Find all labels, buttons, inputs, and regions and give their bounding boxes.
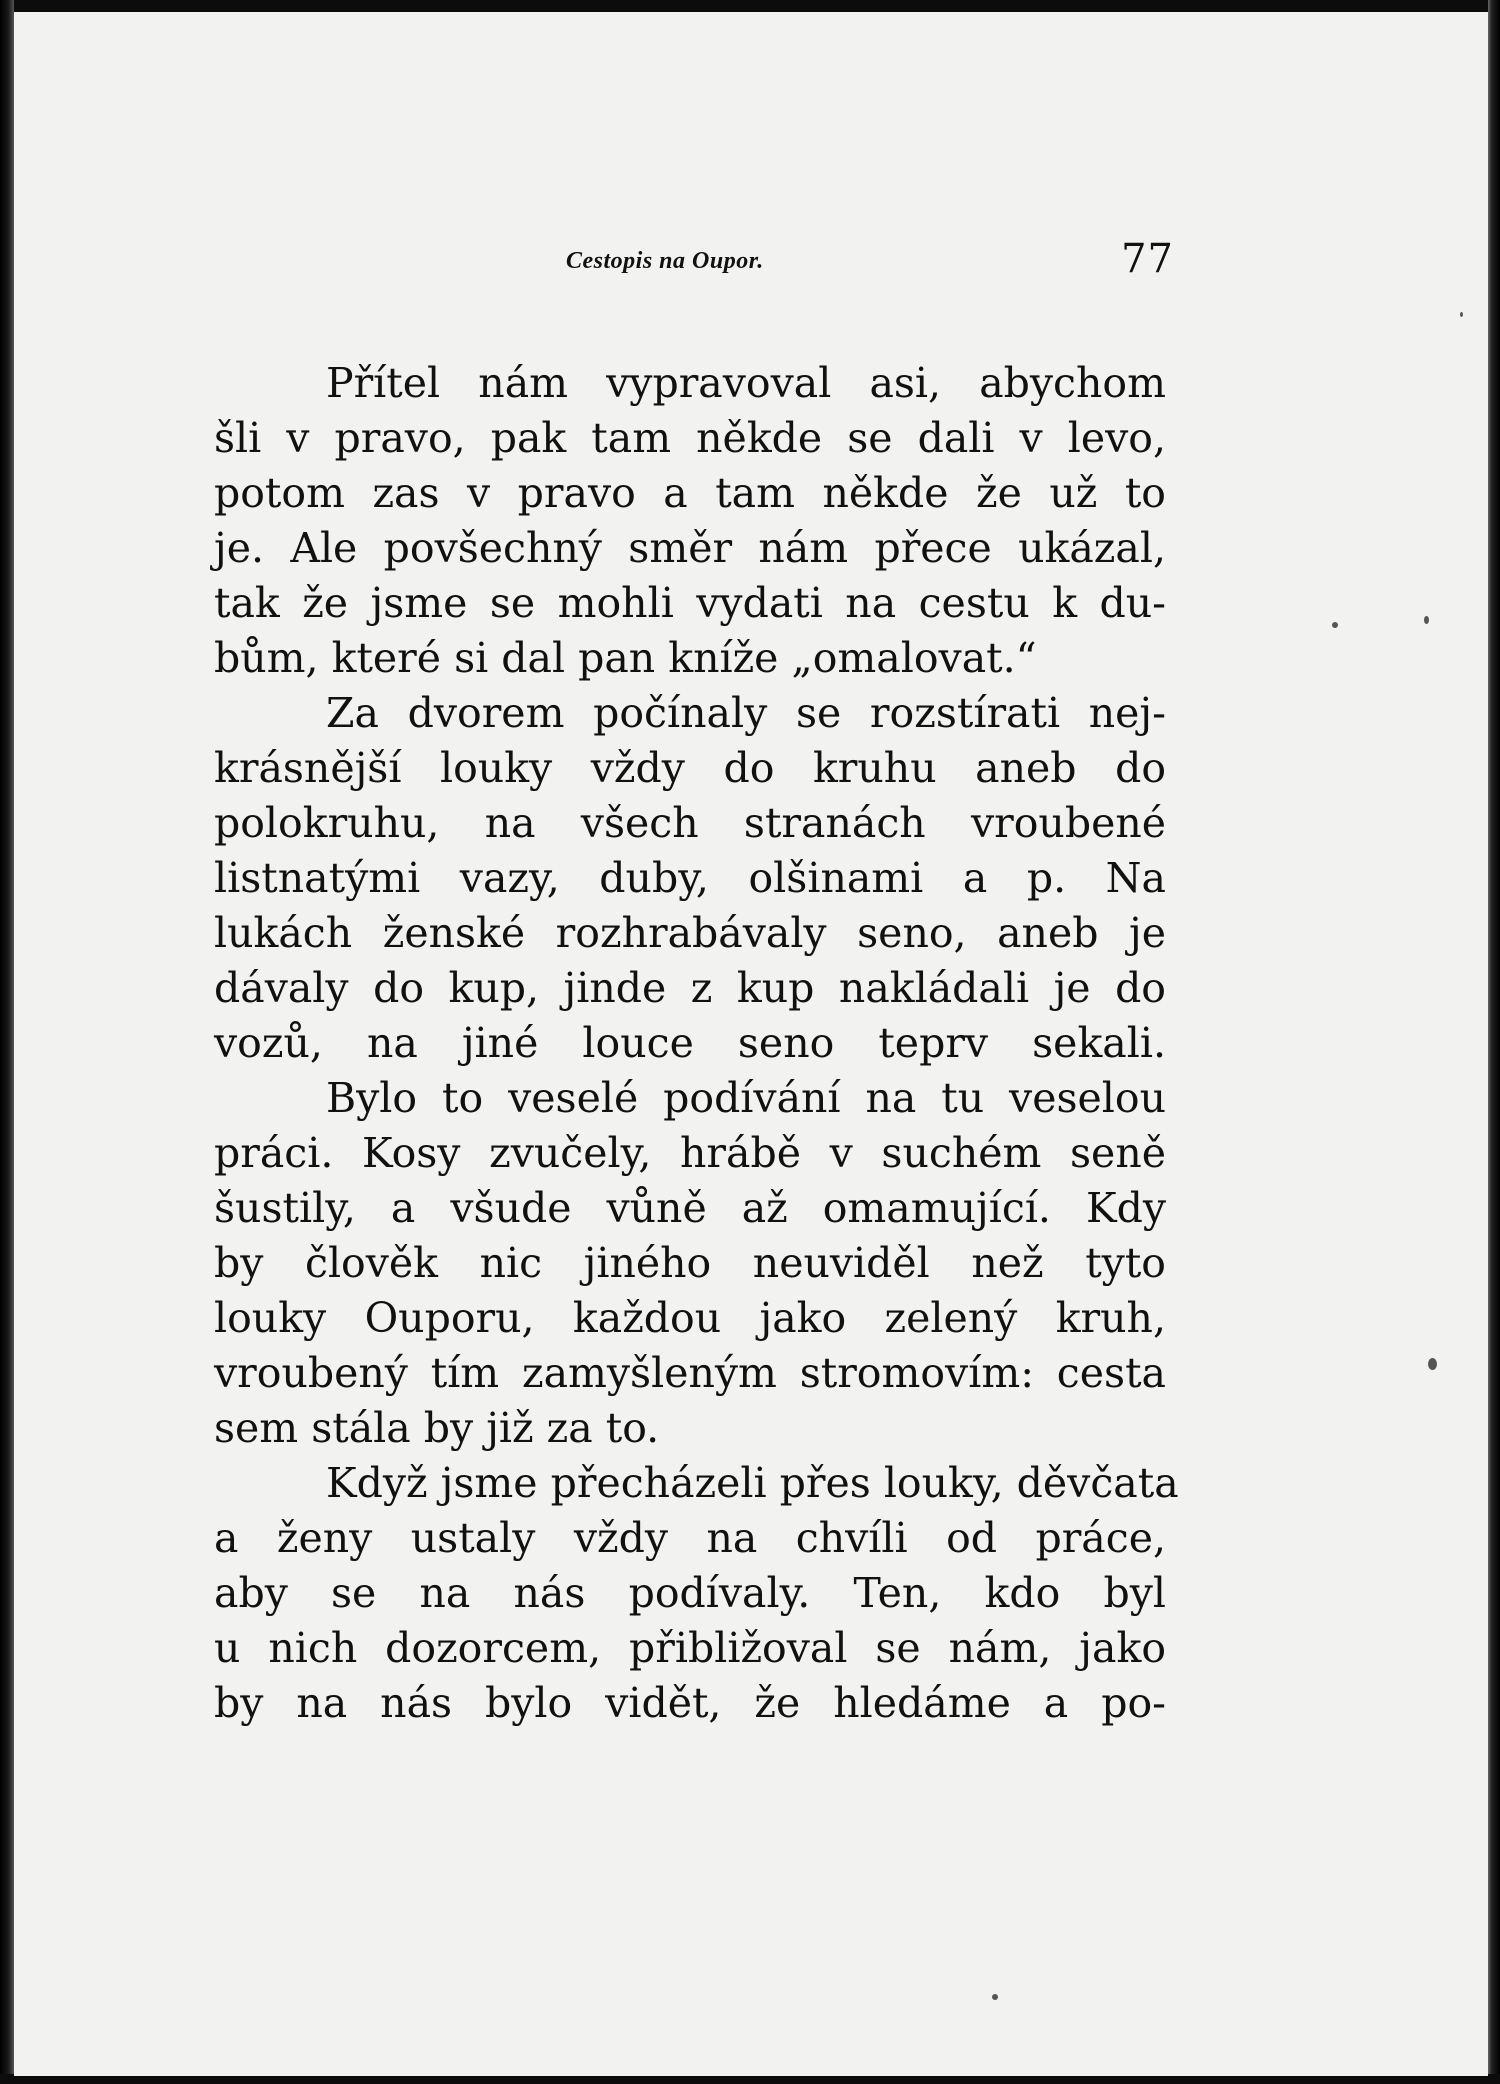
text-line: polokruhu, na všech stranách vroubené xyxy=(214,799,1166,847)
text-line: Když jsme přecházeli přes louky, děvčata xyxy=(326,1459,1179,1507)
text-line: potom zas v pravo a tam někde že už to xyxy=(214,469,1166,517)
text-line: tak že jsme se mohli vydati na cestu k du- xyxy=(214,579,1166,627)
text-line: práci. Kosy zvučely, hrábě v suchém seně xyxy=(214,1129,1166,1177)
scan-speck xyxy=(1332,622,1338,628)
text-line: Za dvorem počínaly se rozstírati nej- xyxy=(326,689,1166,737)
text-line: by na nás bylo vidět, že hledáme a po- xyxy=(214,1679,1166,1727)
page-number: 77 xyxy=(1121,236,1174,282)
text-line: a ženy ustaly vždy na chvíli od práce, xyxy=(214,1514,1166,1562)
text-line: krásnější louky vždy do kruhu aneb do xyxy=(214,744,1166,792)
running-header xyxy=(214,236,1174,296)
scan-speck xyxy=(1460,312,1463,317)
text-line: Bylo to veselé podívání na tu veselou xyxy=(326,1074,1166,1122)
scan-speck xyxy=(1428,1358,1437,1370)
text-line: listnatými vazy, duby, olšinami a p. Na xyxy=(214,854,1166,902)
scan-border-top xyxy=(0,0,1500,12)
text-line: louky Ouporu, každou jako zelený kruh, xyxy=(214,1294,1166,1342)
text-line: vroubený tím zamyšleným stromovím: cesta xyxy=(214,1349,1166,1397)
text-line: sem stála by již za to. xyxy=(214,1404,660,1452)
text-line: vozů, na jiné louce seno teprv sekali. xyxy=(214,1019,1166,1067)
text-line: šustily, a všude vůně až omamující. Kdy xyxy=(214,1184,1166,1232)
text-line: šli v pravo, pak tam někde se dali v levo, xyxy=(214,414,1166,462)
text-line: by člověk nic jiného neuviděl než tyto xyxy=(214,1239,1166,1287)
scan-border-left xyxy=(0,0,14,2084)
text-line: bům, které si dal pan kníže „omalovat.“ xyxy=(214,634,1037,682)
scan-speck xyxy=(1424,616,1429,624)
text-line: aby se na nás podívaly. Ten, kdo byl xyxy=(214,1569,1166,1617)
text-line: lukách ženské rozhrabávaly seno, aneb je xyxy=(214,909,1166,957)
text-line: u nich dozorcem, přibližoval se nám, jako xyxy=(214,1624,1166,1672)
body-text xyxy=(214,356,1179,1731)
text-line: je. Ale povšechný směr nám přece ukázal, xyxy=(214,524,1166,572)
scan-speck xyxy=(992,1994,998,2000)
text-line: dávaly do kup, jinde z kup nakládali je do xyxy=(214,964,1166,1012)
scan-border-right xyxy=(1488,0,1500,2084)
running-title: Cestopis na Oupor. xyxy=(566,248,764,274)
text-line: Přítel nám vypravoval asi, abychom xyxy=(326,359,1166,407)
